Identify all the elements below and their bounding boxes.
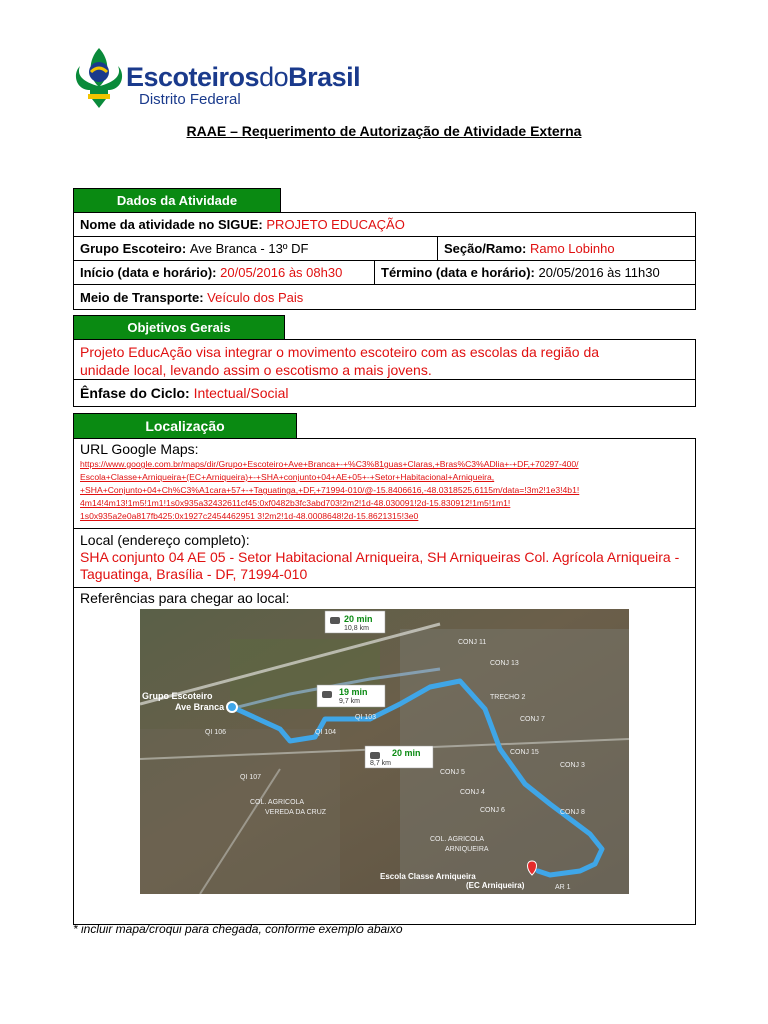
local-label: Local (endereço completo): bbox=[80, 532, 250, 548]
map-label: CONJ 3 bbox=[560, 762, 585, 769]
origin-label-2: Ave Branca bbox=[175, 702, 225, 712]
termino-value: 20/05/2016 às 11h30 bbox=[538, 265, 660, 280]
map-label: ARNIQUEIRA bbox=[445, 846, 489, 853]
maps-url-line-3[interactable]: +SHA+Conjunto+04+Ch%C3%A1cara+57+-+Taguatinga,+DF,+71994-010/@-15.8406616,-48.0318525,6115m/data=!3m2!1e3!4b1! bbox=[80, 485, 580, 495]
map-label: CONJ 7 bbox=[520, 716, 545, 723]
origin-marker bbox=[227, 702, 237, 712]
destination-label-1: Escola Classe Arniqueira bbox=[380, 872, 476, 881]
row-grupo bbox=[74, 237, 695, 261]
transporte-label: Meio de Transporte: bbox=[80, 289, 204, 305]
enfase-value: Intectual/Social bbox=[193, 385, 289, 401]
organization-logo bbox=[74, 46, 374, 110]
inicio-value: 20/05/2016 às 08h30 bbox=[220, 265, 343, 280]
map-label: CONJ 8 bbox=[560, 809, 585, 816]
document-title: RAAE – Requerimento de Autorização de Atividade Externa bbox=[186, 123, 582, 139]
map-label: TRECHO 2 bbox=[490, 694, 526, 701]
route-callout-2[interactable] bbox=[317, 685, 385, 707]
route-callout-1[interactable] bbox=[325, 611, 385, 633]
route1-dist: 10,8 km bbox=[344, 625, 369, 632]
map-label: QI 103 bbox=[355, 714, 377, 721]
maps-url-line-2[interactable]: Escola+Classe+Arniqueira+(EC+Arniqueira)+-+SHA+conjunto+04+AE+05+-+Setor+Habitacional+Arniqueira, bbox=[80, 472, 495, 482]
map-label: CONJ 5 bbox=[440, 769, 465, 776]
secao-label: Seção/Ramo: bbox=[444, 241, 527, 256]
row-datas bbox=[74, 261, 695, 285]
maps-url-line-1[interactable]: https://www.google.com.br/maps/dir/Grupo+Escoteiro+Ave+Branca+-+%C3%81guas+Claras,+Bras%C3%ADlia+-+DF,+70297-400/ bbox=[80, 459, 579, 469]
car-icon bbox=[330, 617, 340, 624]
dados-table bbox=[73, 212, 696, 310]
car-icon bbox=[370, 752, 380, 759]
local-line2: Taguatinga, Brasília - DF, 71994-010 bbox=[80, 566, 308, 582]
fleur-de-lis-icon bbox=[74, 46, 124, 110]
route-map bbox=[140, 609, 629, 894]
map-label: COL. AGRICOLA bbox=[430, 836, 485, 843]
map-label: COL. AGRICOLA bbox=[250, 799, 305, 806]
section-tab-objetivos: Objetivos Gerais bbox=[73, 315, 285, 339]
section-tab-localizacao: Localização bbox=[73, 413, 297, 439]
map-label: CONJ 13 bbox=[490, 660, 519, 667]
car-icon bbox=[322, 691, 332, 698]
map-label: QI 107 bbox=[240, 774, 262, 781]
route3-time: 20 min bbox=[392, 748, 421, 758]
origin-label-1: Grupo Escoteiro bbox=[142, 691, 213, 701]
row-transporte bbox=[74, 285, 695, 309]
destination-label-2: (EC Arniqueira) bbox=[466, 881, 525, 890]
map-label: QI 106 bbox=[205, 729, 227, 736]
ref-label: Referências para chegar ao local: bbox=[80, 590, 290, 606]
url-label: URL Google Maps: bbox=[80, 441, 199, 457]
nome-label: Nome da atividade no SIGUE: bbox=[80, 217, 263, 232]
transporte-value: Veículo dos Pais bbox=[207, 289, 304, 305]
map-label: AR 1 bbox=[555, 884, 571, 891]
inicio-label: Início (data e horário): bbox=[80, 265, 217, 280]
map-label: CONJ 11 bbox=[458, 639, 487, 646]
row-local bbox=[74, 529, 695, 588]
route-callout-3[interactable] bbox=[365, 746, 433, 768]
secao-value: Ramo Lobinho bbox=[530, 241, 615, 256]
map-label: CONJ 4 bbox=[460, 789, 485, 796]
map-footnote: * incluir mapa/croqui para chegada, conforme exemplo abaixo bbox=[73, 922, 403, 936]
row-nome bbox=[74, 213, 695, 237]
local-line1: SHA conjunto 04 AE 05 - Setor Habitacional Arniqueira, SH Arniqueiras Col. Agrícola Arniqueira - bbox=[80, 549, 680, 565]
row-enfase bbox=[74, 380, 695, 406]
maps-url-line-5[interactable]: 1s0x935a2e0a817fb425:0x1927c2454462951 3!2m2!1d-48.0008648!2d-15.8621315!3e0 bbox=[80, 511, 419, 521]
objetivos-text-line1: Projeto EducAção visa integrar o movimento escoteiro com as escolas da região da bbox=[80, 344, 600, 360]
section-tab-dados: Dados da Atividade bbox=[73, 188, 281, 212]
map-label: CONJ 6 bbox=[480, 807, 505, 814]
route2-dist: 9,7 km bbox=[339, 698, 361, 705]
nome-value: PROJETO EDUCAÇÃO bbox=[266, 217, 405, 232]
termino-label: Término (data e horário): bbox=[381, 265, 535, 280]
route1-time: 20 min bbox=[344, 614, 373, 624]
objetivos-table bbox=[73, 339, 696, 407]
map-label: VEREDA DA CRUZ bbox=[265, 809, 327, 816]
route2-time: 19 min bbox=[339, 687, 368, 697]
map-label: CONJ 15 bbox=[510, 749, 539, 756]
row-url bbox=[74, 439, 695, 529]
maps-url-line-4[interactable]: 4m14!4m13!1m5!1m1!1s0x935a32432611cf45:0xf0482b3fc3abd703!2m2!1d-48.030091!2d-15.830912!1m5!1m1! bbox=[80, 498, 511, 508]
row-objetivos-text bbox=[74, 340, 695, 380]
brand-name: EscoteirosdoBrasil bbox=[126, 62, 361, 92]
objetivos-text-line2: unidade local, levando assim o escotismo a mais jovens. bbox=[80, 362, 432, 378]
grupo-value: Ave Branca - 13º DF bbox=[189, 241, 309, 256]
grupo-label: Grupo Escoteiro: bbox=[80, 241, 187, 256]
enfase-label: Ênfase do Ciclo: bbox=[80, 385, 190, 401]
map-label: QI 104 bbox=[315, 729, 337, 736]
route3-dist: 8,7 km bbox=[370, 760, 392, 767]
brand-subtitle: Distrito Federal bbox=[139, 91, 241, 108]
